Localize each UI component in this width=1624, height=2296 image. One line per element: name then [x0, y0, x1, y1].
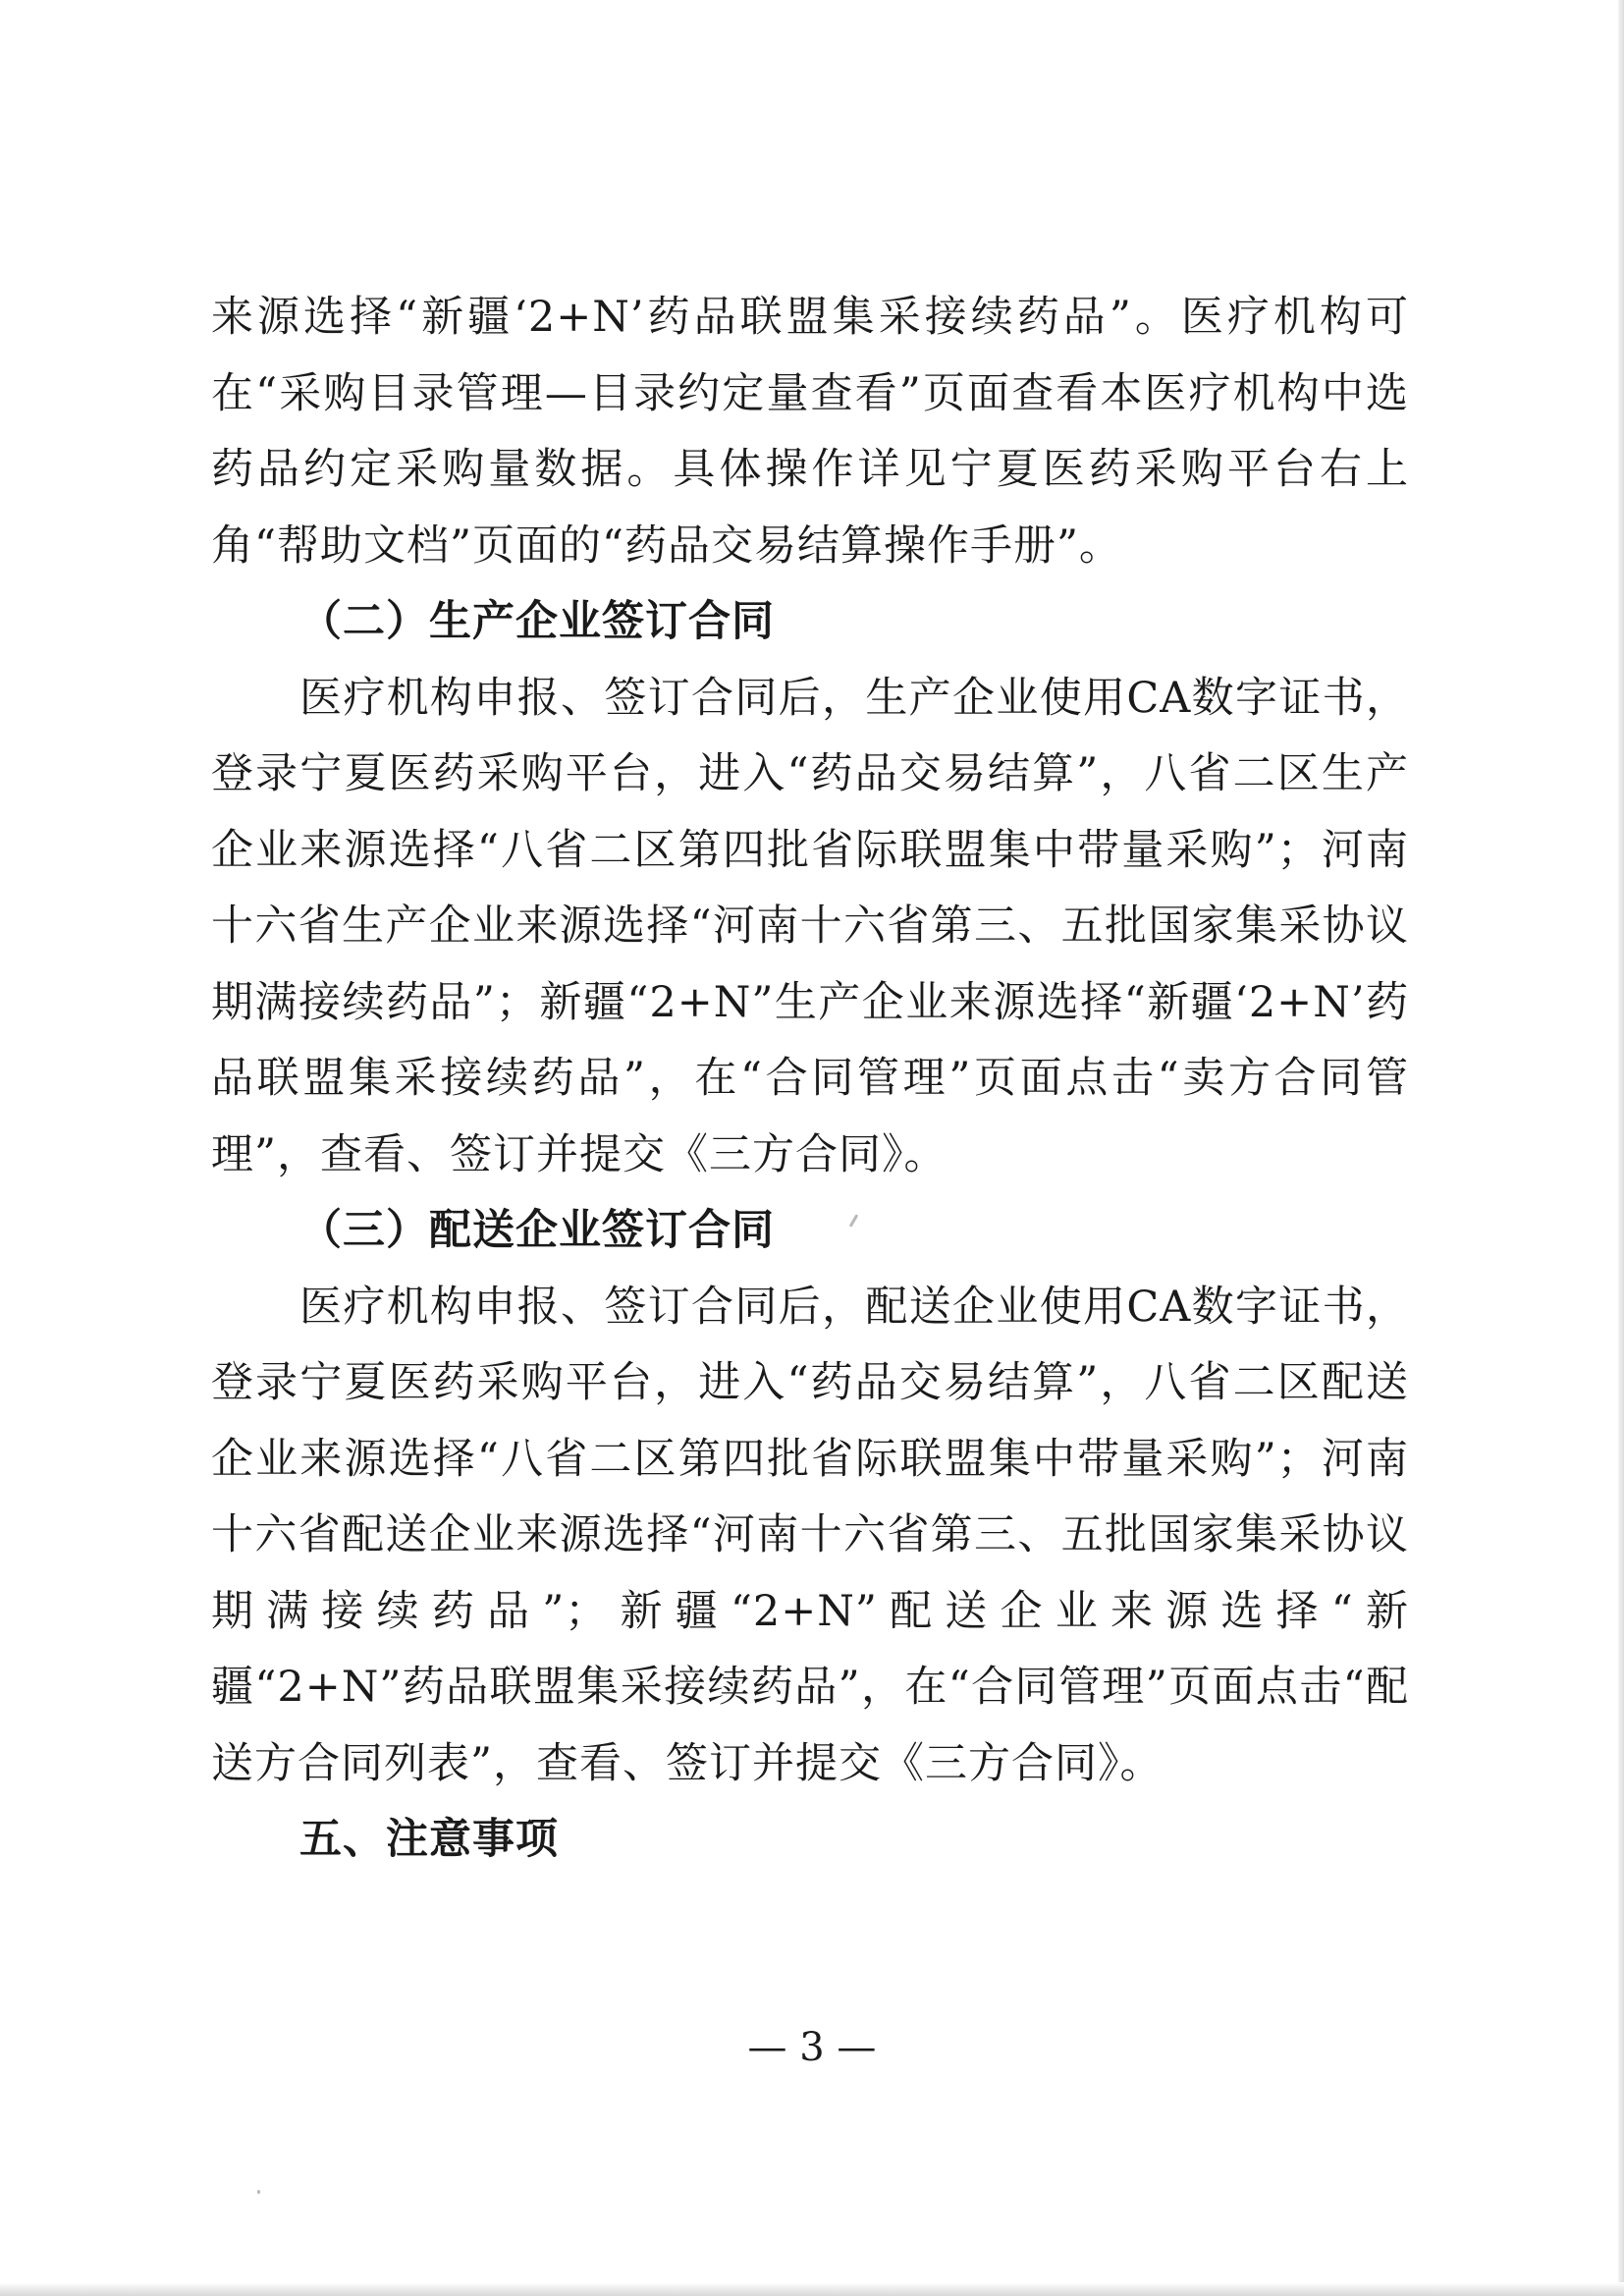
paragraph-manufacturer-contract: 医疗机构申报、签订合同后，生产企业使用CA数字证书，登录宁夏医药采购平台，进入“药品交易结算”，八省二区生产企业来源选择“八省二区第四批省际联盟集中带量采购”；河南十六省生产企业来源选择“河南十六省第三、五批国家集采协议期满接续药品”；新疆“2+N”生产企业来源选择“新疆‘2+N’药品联盟集采接续药品”，在“合同管理”页面点击“卖方合同管理”，查看、签订并提交《三方合同》。	[211, 673, 1409, 1179]
page-number: — 3 —	[747, 2025, 877, 2070]
document-body	[211, 280, 1409, 1879]
paragraph-distributor-contract: 医疗机构申报、签订合同后，配送企业使用CA数字证书，登录宁夏医药采购平台，进入“药品交易结算”，八省二区配送企业来源选择“八省二区第四批省际联盟集中带量采购”；河南十六省配送企业来源选择“河南十六省第三、五批国家集采协议期满接续药品”；新疆“2+N”配送企业来源选择“新疆“2+N”药品联盟集采接续药品”，在“合同管理”页面点击“配送方合同列表”，查看、签订并提交《三方合同》。	[211, 1282, 1409, 1788]
section-heading-manufacturer-contract: （二）生产企业签订合同	[299, 597, 775, 646]
paragraph-continuation: 来源选择“新疆‘2+N’药品联盟集采接续药品”。医疗机构可在“采购目录管理—目录约定量查看”页面查看本医疗机构中选药品约定采购量数据。具体操作详见宁夏医药采购平台右上角“帮助文档”页面的“药品交易结算操作手册”。	[211, 293, 1409, 571]
section-heading-distributor-contract: （三）配送企业签订合同	[299, 1206, 775, 1255]
scan-edge-right	[1618, 0, 1624, 2296]
scan-speck	[257, 2190, 260, 2194]
scan-edge-bottom	[0, 2282, 1624, 2296]
section-heading-notes: 五、注意事项	[299, 1815, 559, 1864]
